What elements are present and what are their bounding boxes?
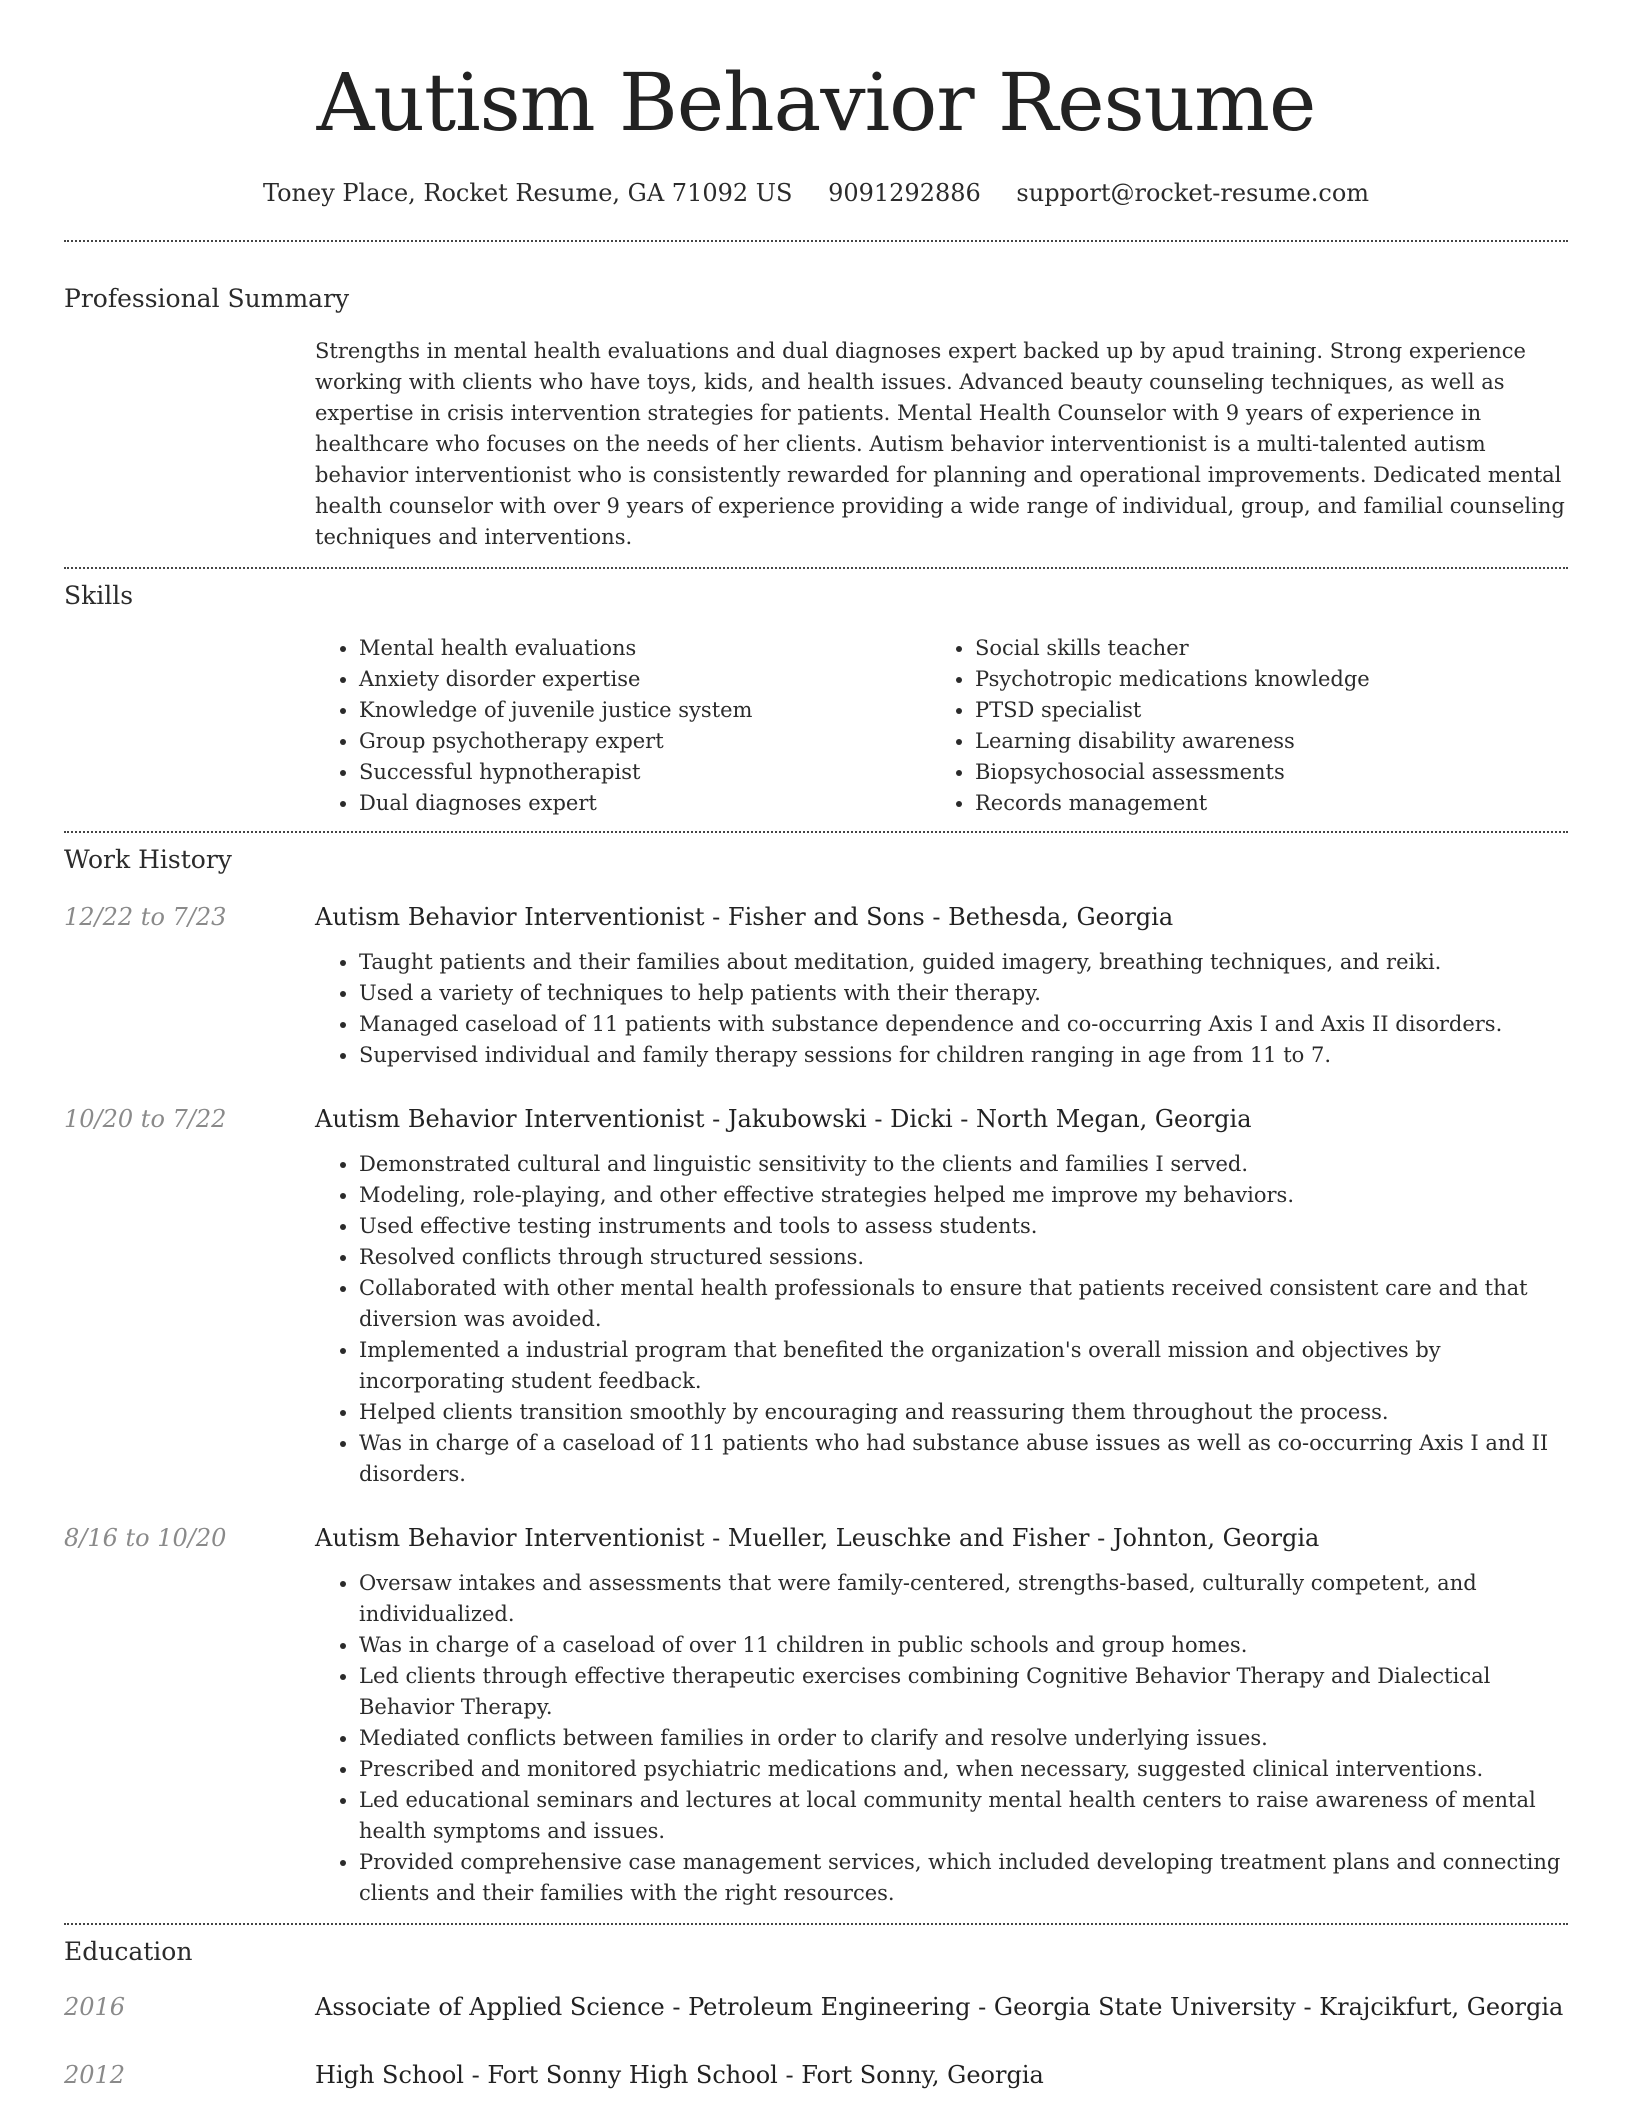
- job-bullet: • Was in charge of a caseload of 11 patients who had substance abuse issues as well as co-occurring Axis I and II disorders.: [359, 1428, 1568, 1490]
- job-date: 10/20 to 7/22: [64, 1105, 227, 1133]
- skill-item: • Mental health evaluations: [359, 633, 931, 664]
- job-bullet: • Prescribed and monitored psychiatric medications and, when necessary, suggested clinical interventions.: [359, 1754, 1568, 1785]
- job-bullet: • Resolved conflicts through structured sessions.: [359, 1242, 1568, 1273]
- job-bullet: • Used effective testing instruments and tools to assess students.: [359, 1211, 1568, 1242]
- skills-section: [64, 569, 1568, 831]
- job-bullet: • Modeling, role-playing, and other effective strategies helped me improve my behaviors.: [359, 1180, 1568, 1211]
- job-bullet: • Led educational seminars and lectures at local community mental health centers to raise awareness of mental health symptoms and issues.: [359, 1785, 1568, 1847]
- skills-column-right: [931, 633, 1547, 819]
- skill-item: • Social skills teacher: [975, 633, 1547, 664]
- skill-item: • Knowledge of juvenile justice system: [359, 695, 931, 726]
- job-heading: Autism Behavior Interventionist - Jakubowski - Dicki - North Megan, Georgia: [315, 1105, 1252, 1133]
- job-bullets: [315, 947, 1568, 1071]
- skill-item: • Biopsychosocial assessments: [975, 757, 1547, 788]
- job-bullet: • Used a variety of techniques to help patients with their therapy.: [359, 978, 1568, 1009]
- job-bullet: • Demonstrated cultural and linguistic sensitivity to the clients and families I served.: [359, 1149, 1568, 1180]
- summary-section: [64, 242, 1568, 567]
- job-bullet: • Supervised individual and family therapy sessions for children ranging in age from 11 to 7.: [359, 1040, 1568, 1071]
- contact-line: [64, 176, 1568, 210]
- contact-address: Toney Place, Rocket Resume, GA 71092 US: [262, 179, 793, 207]
- education-section: [64, 1925, 1568, 2091]
- contact-phone: 9091292886: [828, 179, 981, 207]
- job-entry: [64, 901, 1568, 1071]
- education-date: 2012: [64, 2061, 126, 2089]
- skill-item: • PTSD specialist: [975, 695, 1547, 726]
- job-bullet: • Provided comprehensive case management services, which included developing treatment plans and connecting clients and their families with the right resources.: [359, 1847, 1568, 1909]
- skills-title: Skills: [64, 581, 134, 610]
- job-bullet: • Led clients through effective therapeutic exercises combining Cognitive Behavior Therapy and Dialectical Behavior Therapy.: [359, 1661, 1568, 1723]
- contact-email: support@rocket-resume.com: [1016, 179, 1370, 207]
- skill-item: • Dual diagnoses expert: [359, 788, 931, 819]
- job-bullet: • Collaborated with other mental health professionals to ensure that patients received consistent care and that diversion was avoided.: [359, 1273, 1568, 1335]
- job-date: 8/16 to 10/20: [64, 1524, 227, 1552]
- summary-text: Strengths in mental health evaluations and dual diagnoses expert backed up by apud training. Strong experience working with clients who have toys, kids, and health issues. Advanced beauty counseling techniques, as well as expertise in crisis intervention strategies for patients. Mental Health Counselor with 9 years of experience in healthcare who focuses on the needs of her clients. Autism behavior interventionist is a multi-talented autism behavior interventionist who is consistently rewarded for planning and operational improvements. Dedicated mental health counselor with over 9 years of experience providing a wide range of individual, group, and familial counseling techniques and interventions.: [315, 339, 1565, 549]
- skills-list: [315, 633, 1568, 831]
- job-heading: Autism Behavior Interventionist - Mueller, Leuschke and Fisher - Johnton, Georgia: [315, 1524, 1320, 1552]
- skill-item: • Successful hypnotherapist: [359, 757, 931, 788]
- skills-column-left: [315, 633, 931, 819]
- skill-item: • Group psychotherapy expert: [359, 726, 931, 757]
- job-heading: Autism Behavior Interventionist - Fisher and Sons - Bethesda, Georgia: [315, 903, 1174, 931]
- job-bullet: • Helped clients transition smoothly by encouraging and reassuring them throughout the process.: [359, 1397, 1568, 1428]
- education-heading: High School - Fort Sonny High School - Fort Sonny, Georgia: [315, 2061, 1044, 2089]
- job-bullets: [315, 1568, 1568, 1909]
- skill-item: • Learning disability awareness: [975, 726, 1547, 757]
- job-bullets: [315, 1149, 1568, 1490]
- education-entry: [64, 1991, 1568, 2023]
- job-bullet: • Was in charge of a caseload of over 11 children in public schools and group homes.: [359, 1630, 1568, 1661]
- job-bullet: • Taught patients and their families about meditation, guided imagery, breathing techniques, and reiki.: [359, 947, 1568, 978]
- education-entry: [64, 2059, 1568, 2091]
- job-bullet: • Oversaw intakes and assessments that were family-centered, strengths-based, culturally competent, and individualized.: [359, 1568, 1568, 1630]
- job-bullet: • Managed caseload of 11 patients with substance dependence and co-occurring Axis I and Axis II disorders.: [359, 1009, 1568, 1040]
- work-history-section: [64, 833, 1568, 1923]
- job-date: 12/22 to 7/23: [64, 903, 227, 931]
- education-title: Education: [64, 1937, 193, 1966]
- education-date: 2016: [64, 1993, 126, 2021]
- summary-title: Professional Summary: [64, 284, 350, 313]
- job-entry: [64, 1522, 1568, 1909]
- skill-item: • Psychotropic medications knowledge: [975, 664, 1547, 695]
- job-bullet: • Mediated conflicts between families in order to clarify and resolve underlying issues.: [359, 1723, 1568, 1754]
- skill-item: • Records management: [975, 788, 1547, 819]
- job-bullet: • Implemented a industrial program that benefited the organization's overall mission and objectives by incorporating student feedback.: [359, 1335, 1568, 1397]
- skill-item: • Anxiety disorder expertise: [359, 664, 931, 695]
- job-entry: [64, 1103, 1568, 1490]
- education-heading: Associate of Applied Science - Petroleum Engineering - Georgia State University - Krajcikfurt, Georgia: [315, 1993, 1564, 2021]
- resume-title: Autism Behavior Resume: [316, 56, 1316, 149]
- work-history-title: Work History: [64, 845, 232, 874]
